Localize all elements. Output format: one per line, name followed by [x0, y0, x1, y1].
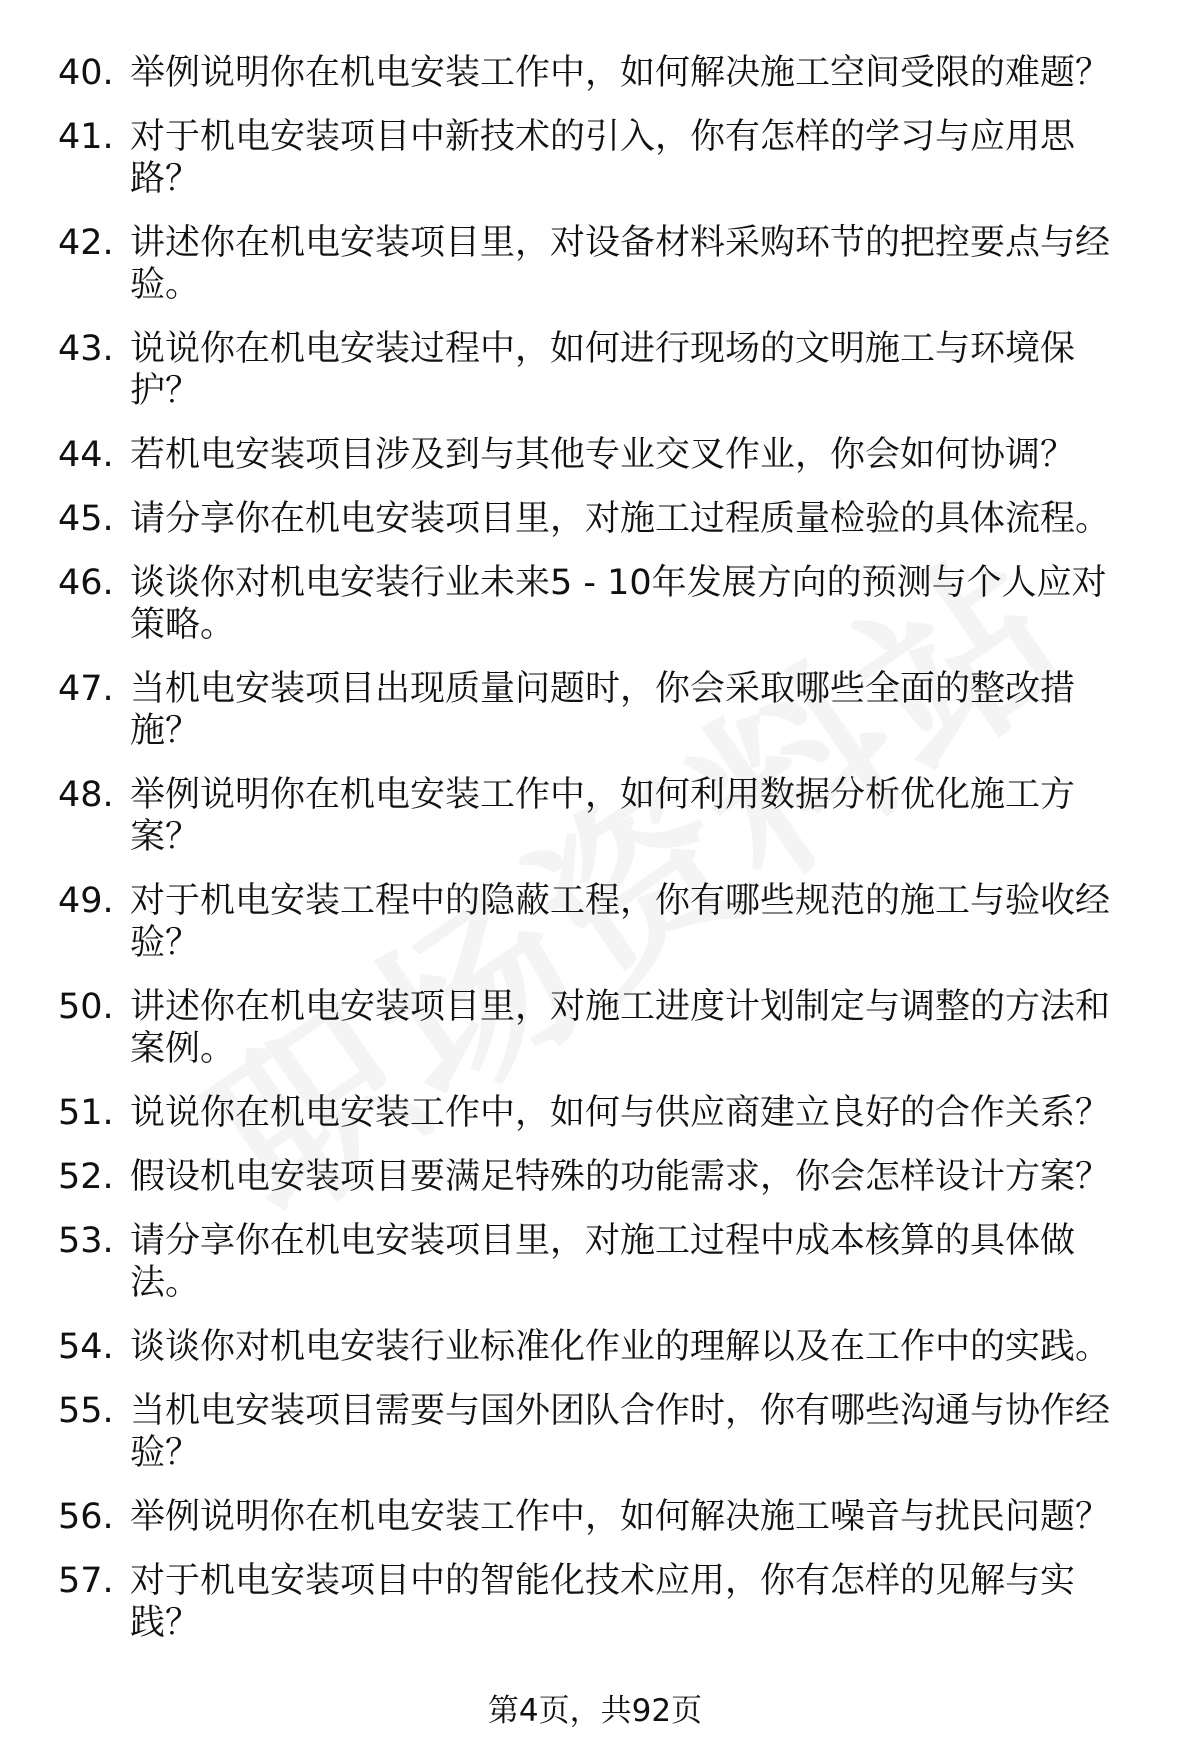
question-text: 讲述你在机电安装项目里，对设备材料采购环节的把控要点与经验。	[130, 223, 1111, 305]
question-text: 举例说明你在机电安装工作中，如何利用数据分析优化施工方案？	[130, 775, 1076, 857]
question-text: 当机电安装项目出现质量问题时，你会采取哪些全面的整改措施？	[130, 669, 1076, 751]
question-item	[58, 880, 1168, 964]
question-item	[58, 986, 1168, 1070]
question-text: 讲述你在机电安装项目里，对施工进度计划制定与调整的方法和案例。	[130, 987, 1111, 1069]
question-text: 请分享你在机电安装项目里，对施工过程中成本核算的具体做法。	[130, 1221, 1076, 1303]
question-text: 说说你在机电安装过程中，如何进行现场的文明施工与环境保护？	[130, 329, 1076, 411]
question-number: 57.	[58, 1561, 114, 1601]
question-item	[58, 116, 1168, 200]
question-item	[58, 1220, 1168, 1304]
question-text: 说说你在机电安装工作中，如何与供应商建立良好的合作关系？	[130, 1093, 1111, 1133]
question-item	[58, 1496, 1168, 1538]
question-number: 49.	[58, 881, 114, 921]
question-item	[58, 1326, 1168, 1368]
question-list	[58, 52, 1168, 1666]
question-number: 48.	[58, 775, 114, 815]
question-text: 对于机电安装项目中的智能化技术应用，你有怎样的见解与实践？	[130, 1561, 1076, 1643]
question-text: 当机电安装项目需要与国外团队合作时，你有哪些沟通与协作经验？	[130, 1391, 1111, 1473]
question-text: 谈谈你对机电安装行业未来5 - 10年发展方向的预测与个人应对策略。	[130, 563, 1107, 645]
question-number: 56.	[58, 1497, 114, 1537]
question-item	[58, 434, 1168, 476]
question-number: 51.	[58, 1093, 114, 1133]
question-number: 52.	[58, 1157, 114, 1197]
question-item	[58, 1156, 1168, 1198]
question-number: 47.	[58, 669, 114, 709]
question-item	[58, 498, 1168, 540]
question-item	[58, 1092, 1168, 1134]
question-item	[58, 1390, 1168, 1474]
page-footer: 第4页，共92页	[487, 1693, 703, 1729]
question-text: 假设机电安装项目要满足特殊的功能需求，你会怎样设计方案？	[130, 1157, 1111, 1197]
question-item	[58, 774, 1168, 858]
question-text: 若机电安装项目涉及到与其他专业交叉作业，你会如何协调？	[130, 435, 1076, 475]
question-text: 举例说明你在机电安装工作中，如何解决施工空间受限的难题？	[130, 53, 1111, 93]
question-item	[58, 222, 1168, 306]
question-number: 54.	[58, 1327, 114, 1367]
question-number: 46.	[58, 563, 114, 603]
question-number: 43.	[58, 329, 114, 369]
question-text: 对于机电安装项目中新技术的引入，你有怎样的学习与应用思路？	[130, 117, 1076, 199]
question-item	[58, 668, 1168, 752]
question-item	[58, 562, 1168, 646]
question-number: 50.	[58, 987, 114, 1027]
question-number: 53.	[58, 1221, 114, 1261]
question-text: 举例说明你在机电安装工作中，如何解决施工噪音与扰民问题？	[130, 1497, 1111, 1537]
question-number: 44.	[58, 435, 114, 475]
question-text: 请分享你在机电安装项目里，对施工过程质量检验的具体流程。	[130, 499, 1111, 539]
question-number: 45.	[58, 499, 114, 539]
question-number: 41.	[58, 117, 114, 157]
question-item	[58, 1560, 1168, 1644]
question-text: 对于机电安装工程中的隐蔽工程，你有哪些规范的施工与验收经验？	[130, 881, 1111, 963]
question-text: 谈谈你对机电安装行业标准化作业的理解以及在工作中的实践。	[130, 1327, 1111, 1367]
question-item	[58, 328, 1168, 412]
question-number: 55.	[58, 1391, 114, 1431]
question-number: 42.	[58, 223, 114, 263]
question-item	[58, 52, 1168, 94]
question-number: 40.	[58, 53, 114, 93]
